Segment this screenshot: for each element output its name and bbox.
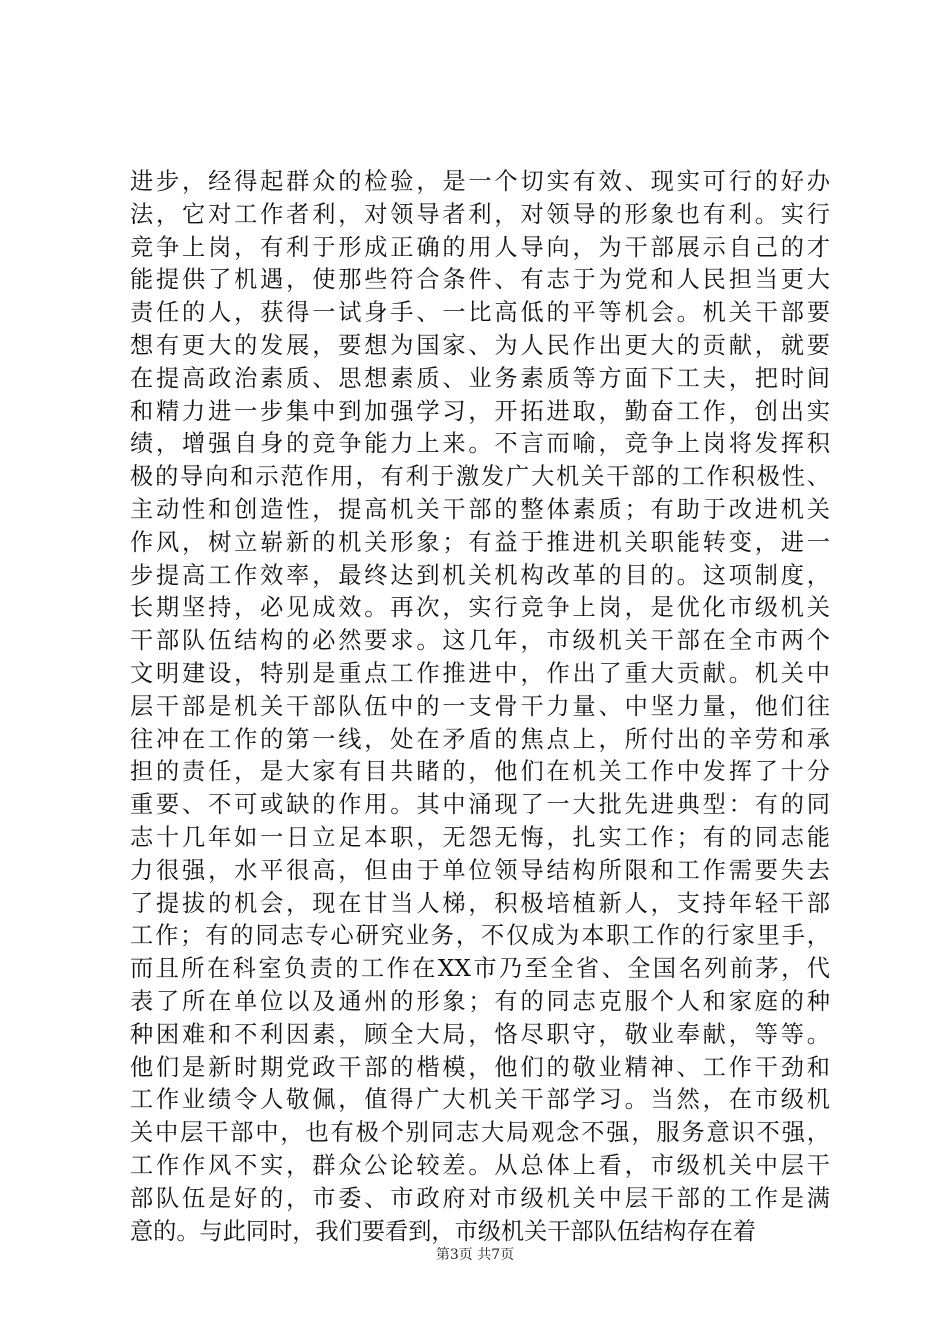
- text-line: 绩，增强自身的竞争能力上来。不言而喻，竞争上岗将发挥积: [130, 430, 830, 458]
- text-line: 工作业绩令人敬佩，值得广大机关干部学习。当然，在市级机: [130, 1086, 830, 1114]
- text-line: 意的。与此同时，我们要看到，市级机关干部队伍结构存在着: [130, 1217, 757, 1245]
- text-line: 往冲在工作的第一线，处在矛盾的焦点上，所付出的辛劳和承: [130, 725, 830, 753]
- text-line: 主动性和创造性，提高机关干部的整体素质；有助于改进机关: [130, 495, 830, 523]
- text-line: 法，它对工作者利，对领导者利，对领导的形象也有利。实行: [130, 200, 830, 228]
- text-line: 部队伍是好的，市委、市政府对市级机关中层干部的工作是满: [130, 1184, 830, 1212]
- text-line: 志十几年如一日立足本职，无怨无悔，扎实工作；有的同志能: [130, 823, 830, 851]
- text-line: 重要、不可或缺的作用。其中涌现了一大批先进典型：有的同: [130, 791, 830, 819]
- text-line: 能提供了机遇，使那些符合条件、有志于为党和人民担当更大: [130, 266, 830, 294]
- text-line: 他们是新时期党政干部的楷模，他们的敬业精神、工作干劲和: [130, 1053, 830, 1081]
- text-line: 种困难和不利因素，顾全大局，恪尽职守，敬业奉献，等等。: [130, 1020, 830, 1048]
- text-line: 步提高工作效率，最终达到机关机构改革的目的。这项制度，: [130, 561, 830, 589]
- text-line: 层干部是机关干部队伍中的一支骨干力量、中坚力量，他们往: [130, 692, 830, 720]
- text-line: 想有更大的发展，要想为国家、为人民作出更大的贡献，就要: [130, 331, 830, 359]
- page-footer: 第3页 共7页: [435, 1247, 515, 1263]
- text-line: 文明建设，特别是重点工作推进中，作出了重大贡献。机关中: [130, 659, 830, 687]
- text-line: 在提高政治素质、思想素质、业务素质等方面下工夫，把时间: [130, 364, 830, 392]
- body-text: [130, 166, 830, 1248]
- text-line: 竞争上岗，有利于形成正确的用人导向，为干部展示自己的才: [130, 233, 830, 261]
- text-line: 进步，经得起群众的检验，是一个切实有效、现实可行的好办: [130, 168, 830, 195]
- text-line: 工作；有的同志专心研究业务，不仅成为本职工作的行家里手，: [130, 922, 830, 950]
- text-line: 极的导向和示范作用，有利于激发广大机关干部的工作积极性、: [130, 463, 830, 491]
- text-line: 了提拔的机会，现在甘当人梯，积极培植新人，支持年轻干部: [130, 889, 830, 917]
- text-line: 长期坚持，必见成效。再次，实行竞争上岗，是优化市级机关: [130, 594, 830, 622]
- text-line: 而且所在科室负责的工作在XX市乃至全省、全国名列前茅，代: [130, 955, 830, 983]
- text-line: 责任的人，获得一试身手、一比高低的平等机会。机关干部要: [130, 299, 830, 327]
- text-line: 干部队伍结构的必然要求。这几年，市级机关干部在全市两个: [130, 627, 830, 655]
- text-line: 工作作风不实，群众公论较差。从总体上看，市级机关中层干: [130, 1151, 830, 1179]
- text-line: 和精力进一步集中到加强学习，开拓进取，勤奋工作，创出实: [130, 397, 830, 425]
- text-line: 表了所在单位以及通州的形象；有的同志克服个人和家庭的种: [130, 987, 830, 1015]
- text-line: 力很强，水平很高，但由于单位领导结构所限和工作需要失去: [130, 856, 830, 884]
- text-line: 担的责任，是大家有目共睹的，他们在机关工作中发挥了十分: [130, 758, 830, 786]
- text-line: 关中层干部中，也有极个别同志大局观念不强，服务意识不强，: [130, 1119, 830, 1147]
- text-line: 作风，树立崭新的机关形象；有益于推进机关职能转变，进一: [130, 528, 830, 556]
